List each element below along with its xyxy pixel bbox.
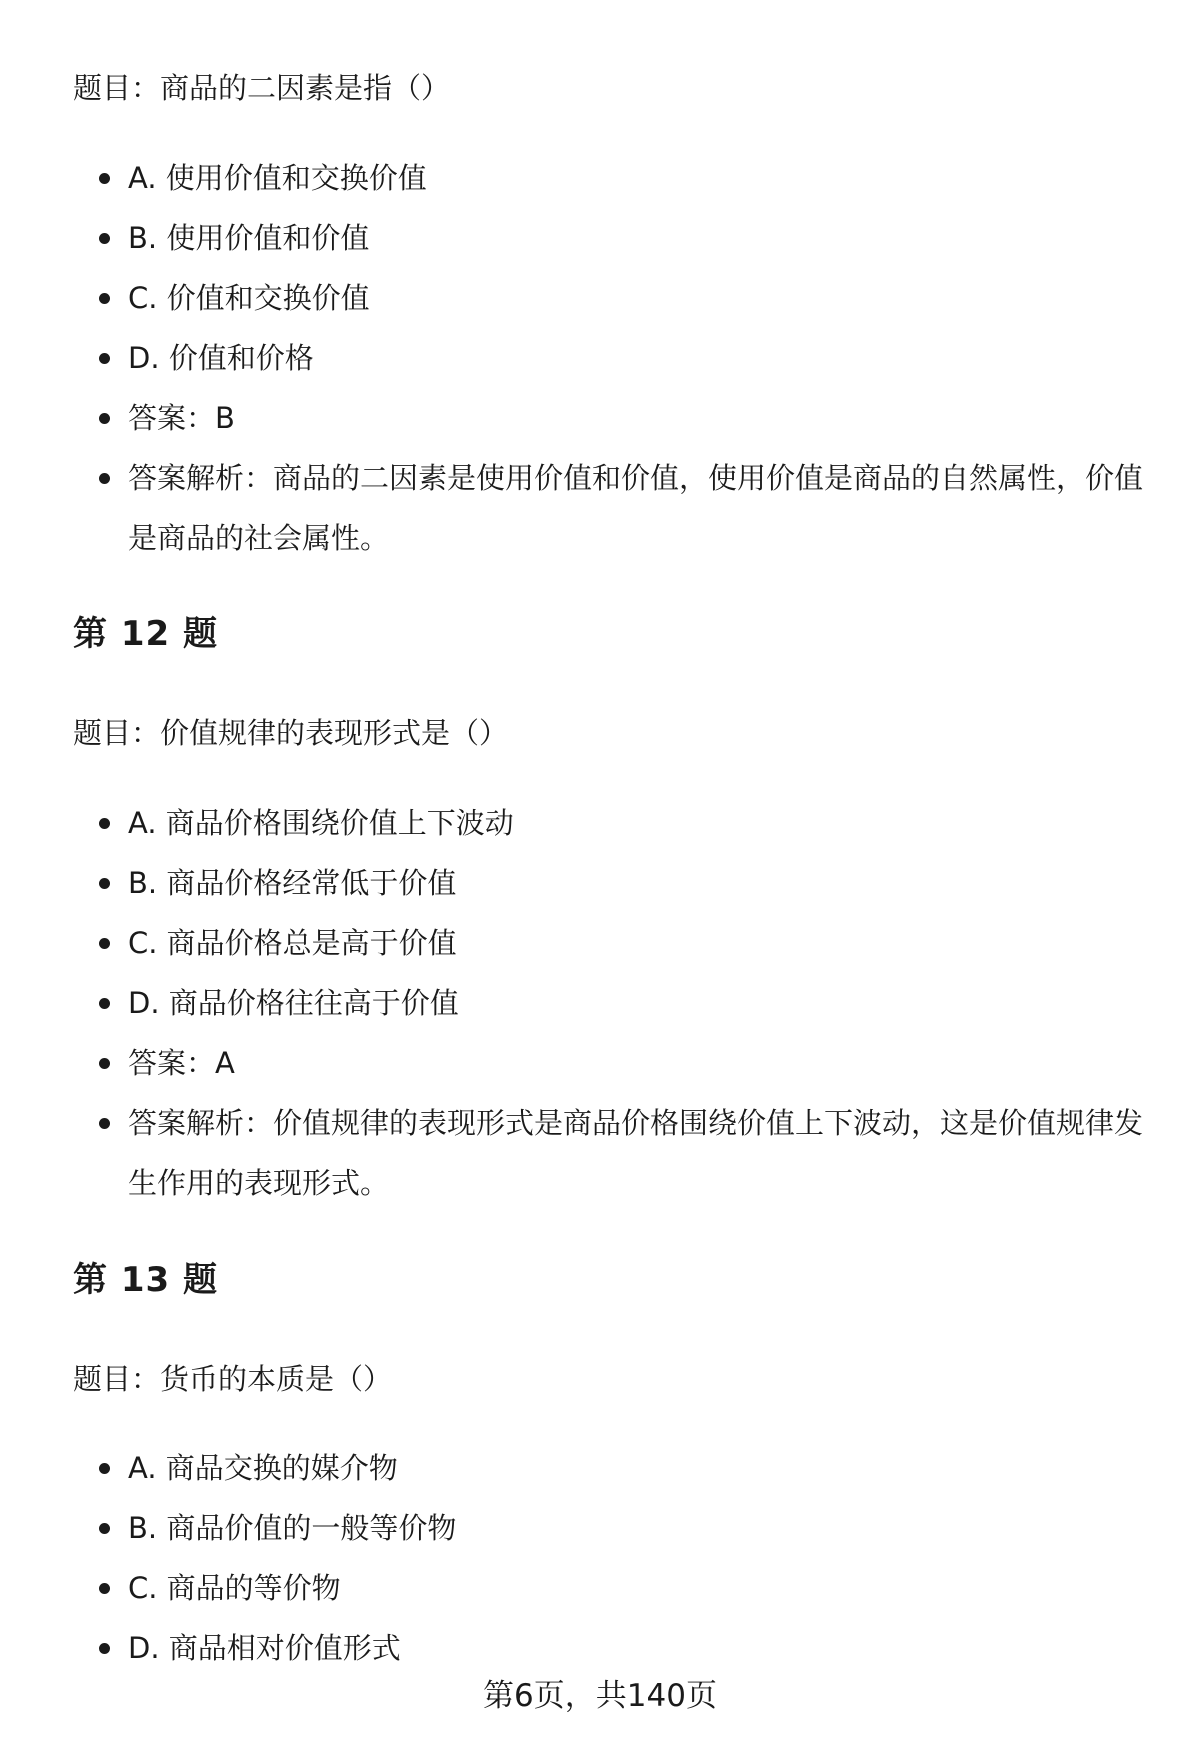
bullet-icon	[99, 173, 110, 184]
question-stem: 题目：货币的本质是（）	[73, 1362, 393, 1396]
answer-explanation: 答案解析：价值规律的表现形式是商品价格围绕价值上下波动，这是价值规律发生作用的表现形式。	[73, 1093, 1153, 1213]
question-stem: 题目：商品的二因素是指（）	[73, 71, 451, 105]
question-heading: 第 12 题	[73, 614, 218, 654]
option-a: A. 商品交换的媒介物	[73, 1438, 1153, 1498]
bullet-icon	[99, 1058, 110, 1069]
option-d: D. 商品价格往往高于价值	[73, 973, 1153, 1033]
option-b: B. 商品价格经常低于价值	[73, 853, 1153, 913]
bullet-icon	[99, 998, 110, 1009]
bullet-icon	[99, 353, 110, 364]
option-b: B. 使用价值和价值	[73, 208, 1153, 268]
question-13	[73, 1258, 1153, 1302]
bullet-icon	[99, 1118, 110, 1129]
answer: 答案：B	[73, 388, 1153, 448]
bullet-icon	[99, 1643, 110, 1654]
bullet-icon	[99, 818, 110, 829]
bullet-icon	[99, 293, 110, 304]
bullet-icon	[99, 1523, 110, 1534]
bullet-icon	[99, 938, 110, 949]
option-c: C. 商品价格总是高于价值	[73, 913, 1153, 973]
option-list	[73, 1438, 1153, 1678]
option-c: C. 价值和交换价值	[73, 268, 1153, 328]
question-12-options	[73, 793, 1153, 1213]
option-b: B. 商品价值的一般等价物	[73, 1498, 1153, 1558]
option-list	[73, 793, 1153, 1213]
option-d: D. 商品相对价值形式	[73, 1618, 1153, 1678]
option-list	[73, 148, 1153, 568]
question-stem: 题目：价值规律的表现形式是（）	[73, 716, 509, 750]
option-a: A. 商品价格围绕价值上下波动	[73, 793, 1153, 853]
answer: 答案：A	[73, 1033, 1153, 1093]
page-footer: 第6页，共140页	[483, 1678, 717, 1714]
question-12	[73, 612, 1153, 656]
bullet-icon	[99, 473, 110, 484]
question-11-options	[73, 148, 1153, 568]
bullet-icon	[99, 878, 110, 889]
question-11	[73, 68, 1153, 108]
bullet-icon	[99, 413, 110, 424]
option-d: D. 价值和价格	[73, 328, 1153, 388]
question-13-stem-block	[73, 1359, 1153, 1399]
question-12-stem-block	[73, 713, 1153, 753]
answer-explanation: 答案解析：商品的二因素是使用价值和价值，使用价值是商品的自然属性，价值是商品的社会属性。	[73, 448, 1153, 568]
option-c: C. 商品的等价物	[73, 1558, 1153, 1618]
question-13-options	[73, 1438, 1153, 1678]
question-heading: 第 13 题	[73, 1260, 218, 1300]
bullet-icon	[99, 233, 110, 244]
option-a: A. 使用价值和交换价值	[73, 148, 1153, 208]
bullet-icon	[99, 1463, 110, 1474]
bullet-icon	[99, 1583, 110, 1594]
